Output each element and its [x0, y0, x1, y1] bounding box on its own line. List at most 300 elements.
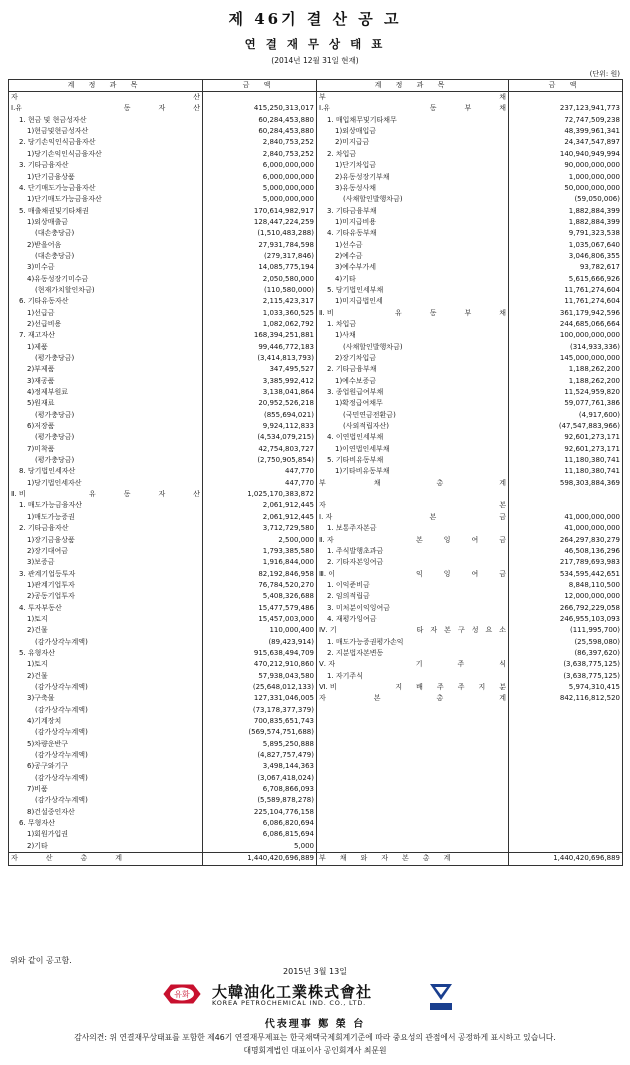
- left-account-cell: [9, 523, 203, 534]
- right-amount-cell: 12,000,000,000: [509, 591, 623, 602]
- left-amount-cell: (3,067,418,024): [203, 773, 317, 784]
- left-account-cell: [9, 263, 203, 274]
- left-account-cell: [9, 535, 203, 546]
- right-amount-cell: (314,933,336): [509, 342, 623, 353]
- right-account-cell: [317, 115, 509, 126]
- left-account-cell: [9, 194, 203, 205]
- table-row: [9, 194, 623, 205]
- left-amount-cell: 6,086,820,694: [203, 818, 317, 829]
- table-row: [9, 591, 623, 602]
- left-account-cell: [9, 569, 203, 580]
- table-row: [9, 444, 623, 455]
- table-row: [9, 240, 623, 251]
- left-account-cell: [9, 297, 203, 308]
- right-amount-cell: 11,524,959,820: [509, 387, 623, 398]
- right-account-cell: [317, 104, 509, 115]
- left-amount-cell: 1,793,385,580: [203, 546, 317, 557]
- right-account-name: 익 잉 여 금: [415, 569, 506, 578]
- left-account-cell: [9, 626, 203, 637]
- right-account-name: 1)기타비유동부채: [335, 467, 390, 476]
- table-row: [9, 728, 623, 739]
- right-amount-cell: (111,995,700): [509, 626, 623, 637]
- table-row: [9, 421, 623, 432]
- right-account-name: 4. 재평가잉여금: [327, 614, 377, 623]
- right-amount-cell: 264,297,830,279: [509, 535, 623, 546]
- right-account-cell: [317, 160, 509, 171]
- right-account-cell: [317, 217, 509, 228]
- right-account-prefix: Ⅱ. 자: [319, 535, 334, 544]
- total-assets-label: 자 산 총 계: [9, 853, 203, 865]
- right-account-name: 4)기타: [335, 274, 356, 283]
- left-account-name: (감가상각누계액): [35, 728, 88, 737]
- table-row: [9, 501, 623, 512]
- auditor-name: 대명회계법인 대표이사 공인회계사 최문원: [243, 1046, 387, 1055]
- unit-label: (단위: 원): [589, 70, 620, 78]
- table-row: [9, 807, 623, 818]
- right-amount-cell: 90,000,000,000: [509, 160, 623, 171]
- right-account-name: 3. 종업원급여부채: [327, 388, 384, 397]
- left-account-cell: [9, 501, 203, 512]
- left-account-cell: [9, 160, 203, 171]
- left-amount-cell: 99,446,772,183: [203, 342, 317, 353]
- right-account-name: 2)유동성장기부채: [335, 172, 390, 181]
- right-amount-cell: 5,974,310,415: [509, 682, 623, 693]
- left-account-prefix: Ⅱ. 비: [11, 490, 26, 499]
- left-account-name: 4)유동성장기미수금: [27, 274, 89, 283]
- right-amount-cell: 3,046,806,355: [509, 251, 623, 262]
- left-amount-cell: 2,061,912,445: [203, 512, 317, 523]
- left-account-name: 4)정제부원료: [27, 388, 68, 397]
- right-account-name: 1)선수금: [335, 240, 363, 249]
- left-account-name: 1)제품: [27, 342, 48, 351]
- right-account-name: 2)미지급금: [335, 138, 370, 147]
- left-account-name: 7)미착품: [27, 444, 55, 453]
- left-account-name: 1)관계기업투자: [27, 580, 75, 589]
- left-account-name: 5. 매출채권및기타채권: [19, 206, 89, 215]
- right-amount-cell: [509, 841, 623, 853]
- right-amount-cell: 41,000,000,000: [509, 512, 623, 523]
- left-amount-cell: 6,000,000,000: [203, 172, 317, 183]
- left-account-name: (대손충당금): [35, 229, 75, 238]
- right-account-prefix: Ⅰ. 자: [319, 512, 333, 521]
- left-account-cell: [9, 365, 203, 376]
- left-account-name: 2)건물: [27, 626, 48, 635]
- left-account-cell: [9, 818, 203, 829]
- right-account-name: 5. 기타비유동부채: [327, 456, 384, 465]
- left-account-name: 8. 당기법인세자산: [19, 467, 76, 476]
- right-account-cell: [317, 614, 509, 625]
- left-amount-cell: 5,895,250,888: [203, 739, 317, 750]
- table-row: [9, 297, 623, 308]
- left-account-cell: [9, 546, 203, 557]
- left-account-cell: [9, 671, 203, 682]
- left-account-name: 7. 재고자산: [19, 331, 55, 340]
- table-row: [9, 138, 623, 149]
- left-account-cell: [9, 115, 203, 126]
- table-row: [9, 160, 623, 171]
- right-amount-cell: 59,077,761,386: [509, 399, 623, 410]
- right-account-cell: [317, 830, 509, 841]
- right-amount-cell: 1,188,262,200: [509, 376, 623, 387]
- right-account-cell: [317, 172, 509, 183]
- left-account-name: (평가충당금): [35, 354, 75, 363]
- right-account-cell: [317, 818, 509, 829]
- right-account-cell: [317, 716, 509, 727]
- left-amount-cell: (1,510,483,288): [203, 228, 317, 239]
- left-account-name: (평가충당금): [35, 456, 75, 465]
- left-account-name: 5)원재료: [27, 399, 55, 408]
- left-account-cell: [9, 478, 203, 489]
- table-row: [9, 637, 623, 648]
- left-account-name: 6. 기타유동자산: [19, 297, 69, 306]
- right-account-cell: [317, 478, 509, 489]
- table-row: [9, 342, 623, 353]
- left-amount-cell: 1,033,360,525: [203, 308, 317, 319]
- left-amount-cell: (279,317,846): [203, 251, 317, 262]
- left-amount-cell: 3,498,144,363: [203, 762, 317, 773]
- left-amount-cell: 60,284,453,880: [203, 126, 317, 137]
- right-account-name: 1)미지급법인세: [335, 297, 383, 306]
- right-account-name: 채: [499, 93, 506, 102]
- right-account-name: 2. 차입금: [327, 149, 357, 158]
- left-amount-cell: 2,115,423,317: [203, 297, 317, 308]
- left-amount-cell: 128,447,224,259: [203, 217, 317, 228]
- right-amount-cell: 246,955,103,093: [509, 614, 623, 625]
- left-account-cell: [9, 716, 203, 727]
- left-account-cell: [9, 603, 203, 614]
- left-amount-cell: 2,061,912,445: [203, 501, 317, 512]
- table-row: [9, 331, 623, 342]
- header-amount-left: 금 액: [203, 80, 317, 92]
- right-amount-cell: 598,303,884,369: [509, 478, 623, 489]
- table-row: [9, 626, 623, 637]
- right-amount-cell: (86,397,620): [509, 648, 623, 659]
- right-account-cell: [317, 489, 509, 500]
- table-row: [9, 399, 623, 410]
- right-account-cell: [317, 455, 509, 466]
- left-account-cell: [9, 591, 203, 602]
- right-account-cell: [317, 784, 509, 795]
- right-account-cell: [317, 603, 509, 614]
- left-account-name: 2)부제품: [27, 365, 55, 374]
- right-account-cell: [317, 387, 509, 398]
- left-account-cell: [9, 773, 203, 784]
- right-account-name: 1. 자기주식: [327, 671, 363, 680]
- left-account-cell: [9, 614, 203, 625]
- left-account-cell: [9, 421, 203, 432]
- right-amount-cell: [509, 705, 623, 716]
- left-account-cell: [9, 455, 203, 466]
- table-row: [9, 387, 623, 398]
- table-row: [9, 92, 623, 104]
- table-row: [9, 671, 623, 682]
- right-account-cell: [317, 319, 509, 330]
- left-account-cell: [9, 319, 203, 330]
- table-row: [9, 489, 623, 500]
- left-account-name: 1)현금및현금성자산: [27, 127, 89, 136]
- left-amount-cell: 1,082,062,792: [203, 319, 317, 330]
- right-amount-cell: (25,598,080): [509, 637, 623, 648]
- right-account-cell: [317, 728, 509, 739]
- right-account-cell: [317, 546, 509, 557]
- right-account-name: 2. 지분법자본변동: [327, 648, 384, 657]
- left-amount-cell: 5,000,000,000: [203, 183, 317, 194]
- right-amount-cell: 11,180,380,741: [509, 455, 623, 466]
- right-account-cell: [317, 739, 509, 750]
- table-row: [9, 512, 623, 523]
- right-amount-cell: 842,116,812,520: [509, 694, 623, 705]
- right-amount-cell: 9,791,323,538: [509, 228, 623, 239]
- table-row: [9, 365, 623, 376]
- right-account-name: (국민연금전환금): [343, 410, 396, 419]
- right-account-name: 1)미지급비용: [335, 217, 376, 226]
- left-amount-cell: (2,750,905,854): [203, 455, 317, 466]
- table-row: [9, 126, 623, 137]
- table-row: [9, 251, 623, 262]
- statement-date: (2014년 12월 31일 현재): [271, 56, 359, 65]
- table-row: [9, 773, 623, 784]
- left-amount-cell: 5,000,000,000: [203, 194, 317, 205]
- total-row: [9, 853, 623, 865]
- right-account-name: 2)예수금: [335, 251, 363, 260]
- left-account-name: 2. 당기손익인식금융자산: [19, 138, 96, 147]
- left-account-cell: [9, 467, 203, 478]
- table-row: [9, 784, 623, 795]
- right-account-cell: [317, 626, 509, 637]
- total-assets-value: 1,440,420,696,889: [203, 853, 317, 865]
- right-account-prefix: Ⅵ. 비: [319, 682, 337, 691]
- right-amount-cell: 361,179,942,596: [509, 308, 623, 319]
- left-amount-cell: 1,025,170,383,872: [203, 489, 317, 500]
- left-account-name: 동 자 산: [123, 104, 200, 113]
- left-account-cell: [9, 172, 203, 183]
- left-account-name: 1. 현금 및 현금성자산: [19, 115, 87, 124]
- left-account-name: 유 동 자 산: [88, 490, 200, 499]
- left-account-name: 산: [193, 93, 200, 102]
- right-account-name: 기 주 식: [415, 660, 506, 669]
- left-account-cell: [9, 410, 203, 421]
- right-amount-cell: 93,782,617: [509, 263, 623, 274]
- right-account-name: (사채할인발행차금): [343, 342, 403, 351]
- right-amount-cell: 72,747,509,238: [509, 115, 623, 126]
- right-account-cell: [317, 410, 509, 421]
- right-account-prefix: 부: [319, 93, 326, 102]
- right-amount-cell: 11,761,274,604: [509, 297, 623, 308]
- left-amount-cell: 415,250,313,017: [203, 104, 317, 115]
- left-account-cell: [9, 104, 203, 115]
- left-account-name: (감가상각누계액): [35, 773, 88, 782]
- left-account-cell: [9, 353, 203, 364]
- ceo-signature: 代表理事 鄭 榮 台: [264, 1019, 366, 1030]
- right-account-cell: [317, 308, 509, 319]
- table-row: [9, 546, 623, 557]
- table-row: [9, 557, 623, 568]
- left-account-name: (감가상각누계액): [35, 682, 88, 691]
- right-account-name: 3. 미처분이익잉여금: [327, 603, 390, 612]
- left-amount-cell: 700,835,651,743: [203, 716, 317, 727]
- right-amount-cell: (3,638,775,125): [509, 671, 623, 682]
- right-account-cell: [317, 512, 509, 523]
- left-amount-cell: 3,385,992,412: [203, 376, 317, 387]
- table-row: [9, 274, 623, 285]
- right-amount-cell: 1,000,000,000: [509, 172, 623, 183]
- left-account-name: (대손충당금): [35, 251, 75, 260]
- left-account-name: 6. 무형자산: [19, 819, 55, 828]
- left-account-cell: [9, 138, 203, 149]
- table-row: [9, 603, 623, 614]
- left-amount-cell: 6,000,000,000: [203, 160, 317, 171]
- left-account-name: (평가충당금): [35, 433, 75, 442]
- left-account-cell: [9, 183, 203, 194]
- left-account-name: 3)미수금: [27, 263, 55, 272]
- left-account-name: 1)장기금융상품: [27, 535, 75, 544]
- table-row: [9, 716, 623, 727]
- left-amount-cell: 470,212,910,860: [203, 660, 317, 671]
- left-account-cell: [9, 399, 203, 410]
- right-account-name: 3)유동성사채: [335, 183, 376, 192]
- table-row: [9, 104, 623, 115]
- left-account-name: 1)회원가입권: [27, 830, 68, 839]
- left-account-name: 1)매도가능증권: [27, 512, 75, 521]
- left-account-cell: [9, 728, 203, 739]
- right-amount-cell: [509, 818, 623, 829]
- right-amount-cell: [509, 762, 623, 773]
- total-liab-equity-value: 1,440,420,696,889: [509, 853, 623, 865]
- right-account-name: (사채할인발행차금): [343, 195, 403, 204]
- left-amount-cell: 225,104,776,158: [203, 807, 317, 818]
- left-account-cell: [9, 228, 203, 239]
- left-amount-cell: 82,192,846,958: [203, 569, 317, 580]
- right-account-cell: [317, 138, 509, 149]
- right-account-cell: [317, 750, 509, 761]
- left-account-name: 3. 관계기업등투자: [19, 569, 76, 578]
- left-amount-cell: 2,840,753,252: [203, 149, 317, 160]
- right-account-prefix: Ⅲ. 이: [319, 569, 336, 578]
- left-account-cell: [9, 489, 203, 500]
- right-account-cell: [317, 637, 509, 648]
- right-account-name: 1)이연법인세부채: [335, 444, 390, 453]
- certification-mark-icon: [428, 982, 454, 1012]
- right-amount-cell: [509, 773, 623, 784]
- right-account-name: 1. 차입금: [327, 319, 357, 328]
- left-account-cell: [9, 206, 203, 217]
- table-row: [9, 206, 623, 217]
- left-account-name: 1)단기매도가능금융자산: [27, 195, 102, 204]
- left-account-cell: [9, 637, 203, 648]
- left-amount-cell: (569,574,751,688): [203, 728, 317, 739]
- right-account-name: 유 동 부 채: [394, 308, 506, 317]
- right-account-prefix: 자: [319, 694, 326, 703]
- right-amount-cell: 24,347,547,897: [509, 138, 623, 149]
- right-account-name: 1. 이익준비금: [327, 580, 370, 589]
- left-amount-cell: (4,827,757,479): [203, 750, 317, 761]
- right-amount-cell: (3,638,775,125): [509, 660, 623, 671]
- right-account-cell: [317, 399, 509, 410]
- left-account-name: 3)구축물: [27, 694, 55, 703]
- left-amount-cell: 5,000: [203, 841, 317, 853]
- right-amount-cell: 50,000,000,000: [509, 183, 623, 194]
- balance-sheet-table: [8, 79, 623, 866]
- right-account-name: 1)확정급여채무: [335, 399, 383, 408]
- right-account-cell: [317, 591, 509, 602]
- right-amount-cell: 534,595,442,651: [509, 569, 623, 580]
- right-account-cell: [317, 682, 509, 693]
- left-account-name: 1. 매도가능금융자산: [19, 501, 82, 510]
- right-account-name: 1. 매입채무및기타채무: [327, 115, 397, 124]
- right-amount-cell: 92,601,273,171: [509, 444, 623, 455]
- right-amount-cell: (47,547,883,966): [509, 421, 623, 432]
- left-account-name: 8)건설중인자산: [27, 807, 75, 816]
- left-account-prefix: Ⅰ.유: [11, 104, 23, 113]
- right-account-prefix: 자: [319, 501, 326, 510]
- total-liab-equity-label: 부 채 와 자 본 총 계: [317, 853, 509, 865]
- left-account-name: 4)기계장치: [27, 717, 62, 726]
- left-account-name: 1)단기금융상품: [27, 172, 75, 181]
- table-row: [9, 467, 623, 478]
- left-account-cell: [9, 580, 203, 591]
- table-row: [9, 750, 623, 761]
- right-account-cell: [317, 569, 509, 580]
- table-row: [9, 569, 623, 580]
- left-amount-cell: 76,784,520,270: [203, 580, 317, 591]
- table-row: [9, 580, 623, 591]
- left-amount-cell: 3,712,729,580: [203, 523, 317, 534]
- right-account-cell: [317, 183, 509, 194]
- left-account-cell: [9, 444, 203, 455]
- right-account-cell: [317, 705, 509, 716]
- right-account-cell: [317, 501, 509, 512]
- right-amount-cell: 1,882,884,399: [509, 206, 623, 217]
- left-amount-cell: 2,500,000: [203, 535, 317, 546]
- left-amount-cell: 447,770: [203, 478, 317, 489]
- table-row: [9, 682, 623, 693]
- right-account-cell: [317, 433, 509, 444]
- table-row: [9, 308, 623, 319]
- header-amount-right: 금 액: [509, 80, 623, 92]
- left-account-cell: [9, 217, 203, 228]
- table-row: [9, 217, 623, 228]
- left-amount-cell: 6,708,866,093: [203, 784, 317, 795]
- right-amount-cell: 1,188,262,200: [509, 365, 623, 376]
- right-account-cell: [317, 535, 509, 546]
- left-account-name: 2)공동기업투자: [27, 592, 75, 601]
- left-amount-cell: 6,086,815,694: [203, 830, 317, 841]
- right-amount-cell: 92,601,273,171: [509, 433, 623, 444]
- left-account-cell: [9, 387, 203, 398]
- left-account-name: 3)보증금: [27, 558, 55, 567]
- left-account-cell: [9, 308, 203, 319]
- notice-title: 제 46기 결 산 공 고: [228, 10, 402, 28]
- left-amount-cell: 170,614,982,917: [203, 206, 317, 217]
- left-account-cell: [9, 342, 203, 353]
- left-account-name: (평가충당금): [35, 410, 75, 419]
- right-amount-cell: [509, 807, 623, 818]
- right-amount-cell: 46,508,136,296: [509, 546, 623, 557]
- left-amount-cell: 5,408,326,688: [203, 591, 317, 602]
- table-row: [9, 353, 623, 364]
- right-amount-cell: 8,848,110,500: [509, 580, 623, 591]
- right-account-cell: [317, 240, 509, 251]
- right-amount-cell: [509, 750, 623, 761]
- left-account-cell: [9, 739, 203, 750]
- left-amount-cell: 915,638,494,709: [203, 648, 317, 659]
- left-account-cell: [9, 807, 203, 818]
- right-account-cell: [317, 376, 509, 387]
- right-amount-cell: 11,180,380,741: [509, 467, 623, 478]
- right-account-cell: [317, 342, 509, 353]
- left-account-name: 5)차량운반구: [27, 739, 68, 748]
- table-row: [9, 172, 623, 183]
